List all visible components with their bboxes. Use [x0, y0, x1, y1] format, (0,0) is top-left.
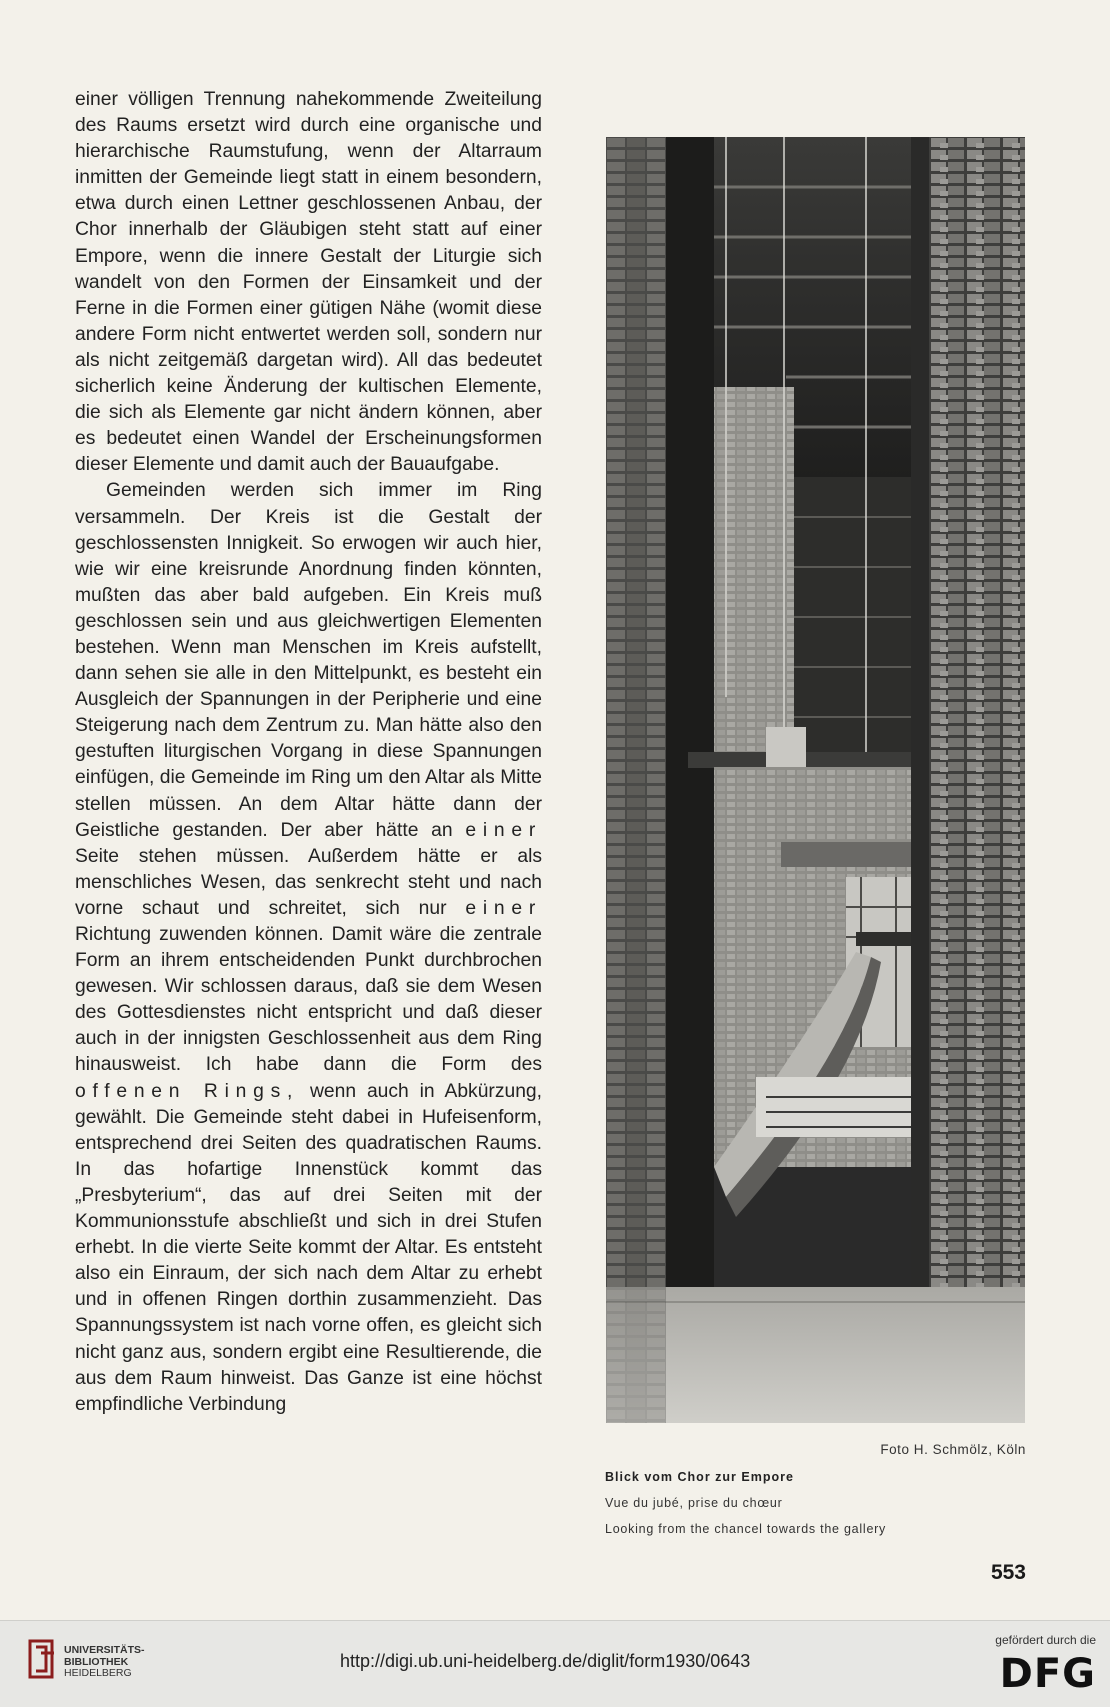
document-url-link[interactable]: http://digi.ub.uni-heidelberg.de/diglit/form1930/0643: [340, 1651, 751, 1671]
dfg-logo[interactable]: DFG: [999, 1651, 1096, 1697]
article-text-column: [75, 87, 542, 1418]
library-line-2: BIBLIOTHEK: [64, 1655, 129, 1668]
paragraph-2-text-c: Richtung zuwenden können. Damit wäre die zentrale Form an ihrem entscheidenden Punkt durchbrochen gewesen. Wir schlossen daraus, daß sie dem Wesen des Gottesdienstes nicht entspricht und daß dieser auch in der innigsten Geschlossenheit aus dem Ring hinausweist. Ich habe dann die Form des: [75, 924, 542, 1076]
university-library-logo-icon[interactable]: [28, 1637, 58, 1683]
university-library-name[interactable]: [64, 1645, 145, 1680]
caption-german: Blick vom Chor zur Empore: [605, 1470, 794, 1484]
funding-note: gefördert durch die: [995, 1633, 1096, 1647]
library-line-3: HEIDELBERG: [64, 1667, 132, 1679]
paragraph-1: [75, 87, 542, 478]
paragraph-2-text-a: Gemeinden werden sich immer im Ring versammeln. Der Kreis ist die Gestalt der geschlossensten Innigkeit. So erwogen wir auch hier, wie wir eine kreisrunde Anordnung finden könnten, mußten das aber bald aufgeben. Ein Kreis muß geschlossen sein und aus gleichwertigen Elementen bestehen. Wenn man Menschen im Kreis aufstellt, dann sehen sie alle in den Mittelpunkt, es besteht ein Ausgleich der Spannungen in der Peripherie und eine Steigerung nach dem Zentrum zu. Man hätte also den gestuften liturgischen Vorgang in diese Spannungen einfügen, die Gemeinde im Ring um den Altar als Mitte stellen müssen. An dem Altar hätte dann der Geistliche gestanden. Der aber hätte an: [75, 480, 542, 841]
page-number: 553: [990, 1561, 1026, 1584]
emphasis-einer-1: einer: [465, 819, 542, 841]
paragraph-2-text-b: Seite stehen müssen. Außerdem hätte er als menschliches Wesen, das senkrecht steht und nach vorne schaut und schreitet, sich nur: [75, 845, 542, 919]
emphasis-offenen-rings: offenen Rings,: [75, 1080, 300, 1102]
caption-french: Vue du jubé, prise du chœur: [605, 1496, 783, 1510]
paragraph-2-text-d: wenn auch in Abkürzung, gewählt. Die Gemeinde steht dabei in Hufeisenform, entsprechend drei Seiten des quadratischen Raums. In das hofartige Innenstück kommt das „Presbyterium“, das auf drei Seiten mit der Kommunionsstufe abschließt und sich in drei Stufen erhebt. In die vierte Seite kommt der Altar. Es entsteht also ein Einraum, der sich nach dem Altar zu erhebt und in offenen Ringen dorthin zusammenzieht. Das Spannungssystem ist nach vorne offen, es gleicht sich nicht ganz aus, sondern ergibt eine Resultierende, die aus dem Raum hinweist. Das Ganze ist eine höchst empfindliche Verbindung: [75, 1080, 543, 1415]
paragraph-2: [75, 478, 542, 1417]
emphasis-einer-2: einer: [465, 897, 542, 919]
photo-credit: Foto H. Schmölz, Köln: [880, 1442, 1026, 1457]
library-line-1: UNIVERSITÄTS-: [64, 1644, 145, 1656]
paragraph-1-text: einer völligen Trennung nahekommende Zweiteilung des Raums ersetzt wird durch eine organische und hierarchische Raumstufung, wenn der Altarraum inmitten der Gemeinde liegt statt in einem besondern, etwa durch einen Lettner geschlossenen Anbau, der Chor innerhalb der Gläubigen steht statt auf einer Empore, wenn die innere Gestalt der Liturgie sich wandelt von den Formen der Einsamkeit und der Ferne in die Formen einer gütigen Nähe (womit diese andere Form nicht entwertet werden soll, sondern nur als nicht zeitgemäß dargetan wird). All das bedeutet sicherlich keine Änderung der kultischen Elemente, die sich als Elemente gar nicht ändern können, aber es bedeutet einen Wandel der Erscheinungsformen dieser Elemente und damit auch der Bauaufgabe.: [75, 89, 542, 476]
church-interior-photo: [606, 137, 1025, 1423]
viewer-footer: [0, 1620, 1110, 1707]
caption-english: Looking from the chancel towards the gallery: [605, 1522, 887, 1536]
